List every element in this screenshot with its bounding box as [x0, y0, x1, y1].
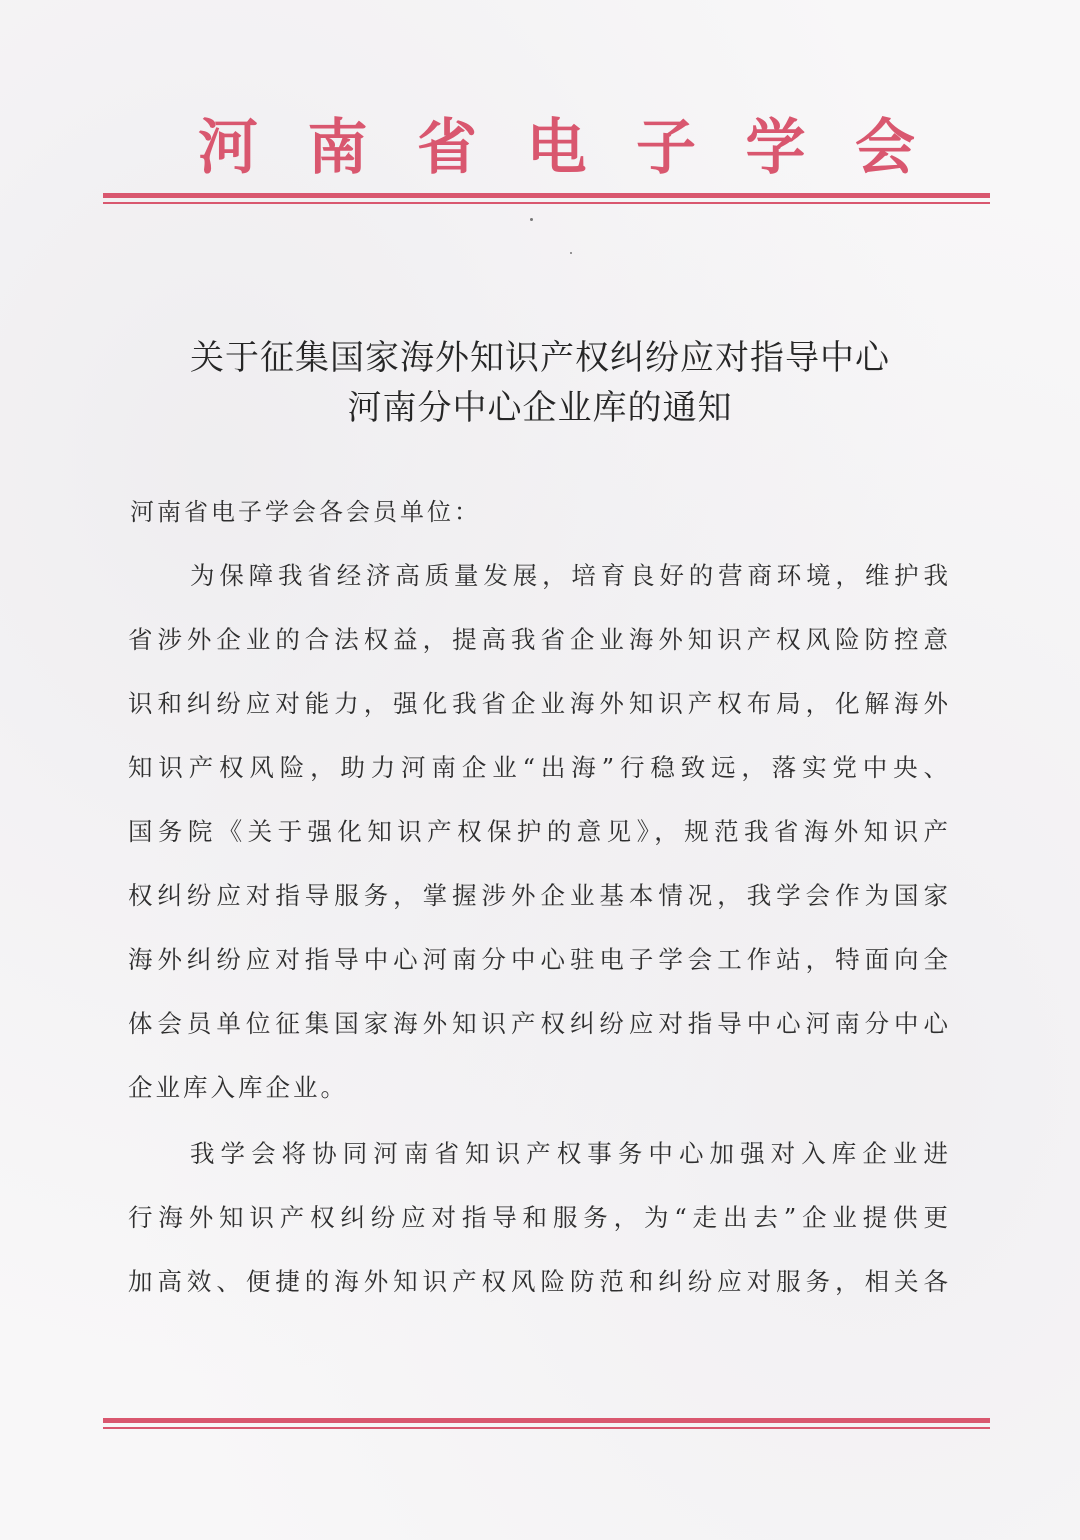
body-line: 知识产权风险，助力河南企业“出海”行稳致远，落实党中央、: [128, 753, 948, 782]
document-title-line-2: 河南分中心企业库的通知: [347, 388, 733, 428]
letterhead-title: [100, 108, 990, 188]
letterhead-char: 子: [636, 113, 696, 183]
letterhead-divider-thin: [103, 202, 990, 204]
letterhead-char: 南: [307, 113, 368, 183]
body-line: 体会员单位征集国家海外知识产权纠纷应对指导中心河南分中心: [128, 1009, 948, 1038]
paper-speck: [530, 218, 533, 221]
body-line: 省涉外企业的合法权益，提高我省企业海外知识产权风险防控意: [128, 625, 948, 654]
body-line: 识和纠纷应对能力，强化我省企业海外知识产权布局，化解海外: [128, 689, 948, 718]
letterhead-char: 学: [745, 113, 806, 183]
footer-divider-thin: [103, 1427, 990, 1429]
body-line: 行海外知识产权纠纷应对指导和服务，为“走出去”企业提供更: [128, 1203, 948, 1232]
body-line: 企业库入库企业。: [128, 1073, 348, 1102]
letterhead-char: 省: [417, 113, 477, 183]
body-line: 加高效、便捷的海外知识产权风险防范和纠纷应对服务，相关各: [128, 1267, 948, 1296]
body-line: 为保障我省经济高质量发展，培育良好的营商环境，维护我: [190, 561, 948, 590]
document-title-line-1: 关于征集国家海外知识产权纠纷应对指导中心: [190, 338, 890, 378]
paper-speck: [570, 252, 572, 254]
body-line: 权纠纷应对指导服务，掌握涉外企业基本情况，我学会作为国家: [128, 881, 948, 910]
body-line: 我学会将协同河南省知识产权事务中心加强对入库企业进: [190, 1139, 948, 1168]
footer-divider-thick: [103, 1418, 990, 1423]
body-line: 国务院《关于强化知识产权保护的意见》，规范我省海外知识产: [128, 817, 948, 846]
letterhead-divider-thick: [103, 193, 990, 198]
letterhead-char: 河: [198, 113, 258, 183]
letterhead-char: 会: [855, 113, 915, 183]
salutation: 河南省电子学会各会员单位：: [130, 498, 481, 526]
body-line: 海外纠纷应对指导中心河南分中心驻电子学会工作站，特面向全: [128, 945, 948, 974]
letterhead-char: 电: [526, 113, 587, 183]
